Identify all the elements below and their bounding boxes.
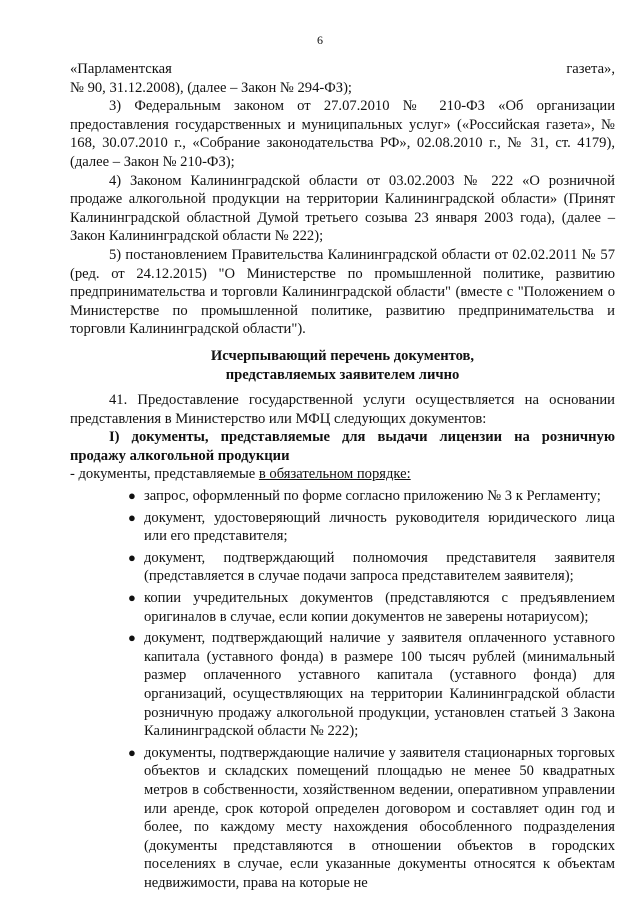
- list-item: [70, 487, 615, 506]
- document-body: [70, 60, 615, 893]
- citation-right: газета»,: [566, 61, 615, 77]
- citation-left: «Парламентская: [70, 61, 172, 77]
- list-item: [70, 744, 615, 893]
- list-item-text: запрос, оформленный по форме согласно приложению № 3 к Регламенту;: [144, 488, 601, 505]
- bullet-icon: ●: [128, 630, 136, 646]
- bullet-icon: ●: [128, 509, 136, 525]
- list-item-text: документы, подтверждающие наличие у заявителя стационарных торговых объектов и складских помещений площадью не менее 50 квадратных метров в собственности, хозяйственном ведении, оперативном управлении или аренде, срок которой определен договором и составляет один год и более, по каждому месту нахождения обособленного подразделения (документы представляются в отношении объектов в городских поселениях в случае, если указанные документы относятся к объектам недвижимости, права на которые не: [144, 744, 615, 891]
- documents-list: [70, 487, 615, 892]
- mandatory-underlined: в обязательном порядке:: [258, 466, 411, 483]
- list-item: [70, 589, 615, 626]
- paragraph-resolution-57: 5) постановлением Правительства Калининградской области от 02.02.2011 № 57 (ред. от 24.12.2015) "О Министерстве по промышленной политике, развитию предпринимательства и торговли Калининградской области" (вместе с "Положением о Министерстве по промышленной политике, развитию предпринимательства и торговли Калининградской области").: [70, 246, 615, 338]
- list-item-text: документ, подтверждающий наличие у заявителя оплаченного уставного капитала (уставного фонда) в размере 100 тысяч рублей (минимальный размер оплаченного уставного капитала (уставного фонда) для организаций, осуществляющих на территории Калининградской области розничную продажу алкогольной продукции, установлен статьей 3 Закона Калининградской области № 222);: [144, 630, 615, 740]
- bullet-icon: ●: [128, 488, 136, 504]
- page-number: 6: [317, 33, 323, 47]
- bullet-icon: ●: [128, 549, 136, 565]
- mandatory-documents-label: [70, 465, 615, 484]
- list-item-text: документ, удостоверяющий личность руководителя юридического лица или его представителя;: [144, 509, 615, 545]
- section-heading: [70, 347, 615, 384]
- bullet-icon: ●: [128, 744, 136, 760]
- citation-line: № 90, 31.12.2008), (далее – Закон № 294-ФЗ);: [70, 79, 352, 96]
- list-item: [70, 509, 615, 546]
- bullet-icon: ●: [128, 590, 136, 606]
- section-heading-line2: представляемых заявителем лично: [225, 366, 460, 383]
- list-item: [70, 629, 615, 741]
- list-item: [70, 549, 615, 586]
- paragraph-41: 41. Предоставление государственной услуги осуществляется на основании представления в Министерство или МФЦ следующих документов:: [70, 392, 615, 427]
- citation-continuation: [70, 60, 615, 79]
- list-item-text: копии учредительных документов (представляются с предъявлением оригиналов в случае, если копии документов не заверены нотариусом);: [144, 590, 615, 625]
- mandatory-prefix: - документы, представляемые: [70, 466, 259, 483]
- paragraph-law-210: 3) Федеральным законом от 27.07.2010 № 210-ФЗ «Об организации предоставления государственных и муниципальных услуг» («Российская газета», № 168, 30.07.2010 г., «Собрание законодательства РФ», 02.08.2010 г., № 31, ст. 4179), (далее – Закон № 210-ФЗ);: [70, 98, 615, 170]
- list-item-text: документ, подтверждающий полномочия представителя заявителя (представляется в случае подачи запроса представителем заявителя);: [144, 549, 615, 585]
- paragraph-law-222: 4) Законом Калининградской области от 03.02.2003 № 222 «О розничной продаже алкогольной продукции на территории Калининградской области» (Принят Калининградской областной Думой третьего созыва 23 января 2003 года), (далее – Закон Калининградской области № 222);: [70, 172, 615, 245]
- section-heading-line1: Исчерпывающий перечень документов,: [210, 347, 475, 364]
- subsection-license-documents: I) документы, представляемые для выдачи лицензии на розничную продажу алкогольной продукции: [70, 429, 615, 464]
